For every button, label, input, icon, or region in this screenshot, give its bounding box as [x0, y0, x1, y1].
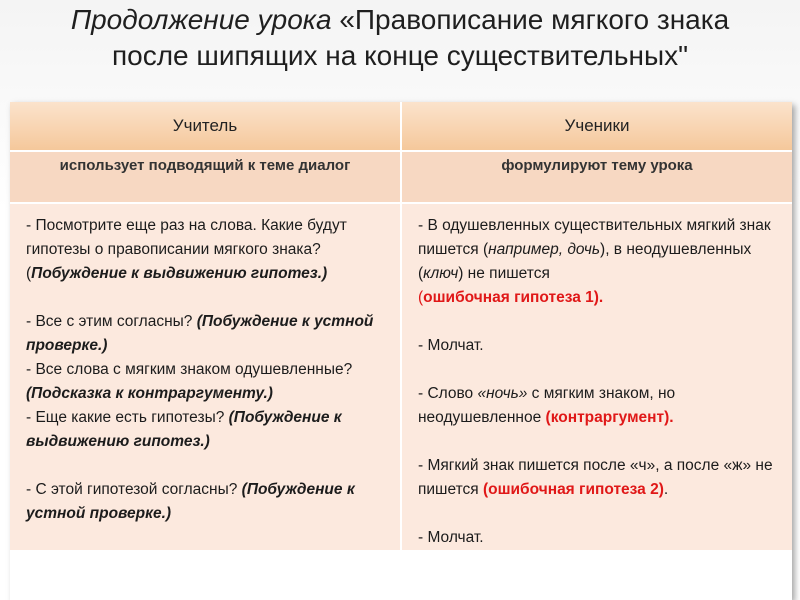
student-answer-2: - Молчат. — [418, 337, 484, 354]
student-answer-4: - Мягкий знак пишется после «ч», а после «ж» не пишется (ошибочная гипотеза 2). — [418, 457, 773, 498]
subheader-teacher: использует подводящий к теме диалог — [10, 151, 401, 203]
student-answer-3: - Слово «ночь» с мягким знаком, но неодушевленное (контраргумент). — [418, 385, 676, 426]
student-answer-1: - В одушевленных существительных мягкий знак пишется (например, дочь), в неодушевленных (ключ) не пишется (ошибочная гипотеза 1). — [418, 217, 771, 306]
slide-title — [60, 2, 740, 74]
header-students: Ученики — [401, 102, 792, 151]
teacher-question-2: - Все с этим согласны? (Побуждение к устной проверке.) — [26, 313, 374, 354]
title-italic-part: Продолжение урока — [70, 4, 332, 35]
teacher-question-4: - Еще какие есть гипотезы? (Побуждение к выдвижению гипотез.) — [26, 409, 342, 450]
lesson-table — [10, 102, 792, 600]
subheader-students: формулируют тему урока — [401, 151, 792, 203]
title-main-part: «Правописание мягкого знака после шипящих на конце существительных" — [111, 4, 730, 71]
student-answer-5: - Молчат. — [418, 529, 484, 546]
teacher-cell — [10, 203, 401, 550]
students-cell — [401, 203, 792, 550]
teacher-question-3: - Все слова с мягким знаком одушевленные? (Подсказка к контраргументу.) — [26, 361, 353, 402]
header-teacher: Учитель — [10, 102, 401, 151]
teacher-question-1: - Посмотрите еще раз на слова. Какие будут гипотезы о правописании мягкого знака? (Побуждение к выдвижению гипотез.) — [26, 217, 347, 282]
teacher-question-5: - С этой гипотезой согласны? (Побуждение к устной проверке.) — [26, 481, 355, 522]
